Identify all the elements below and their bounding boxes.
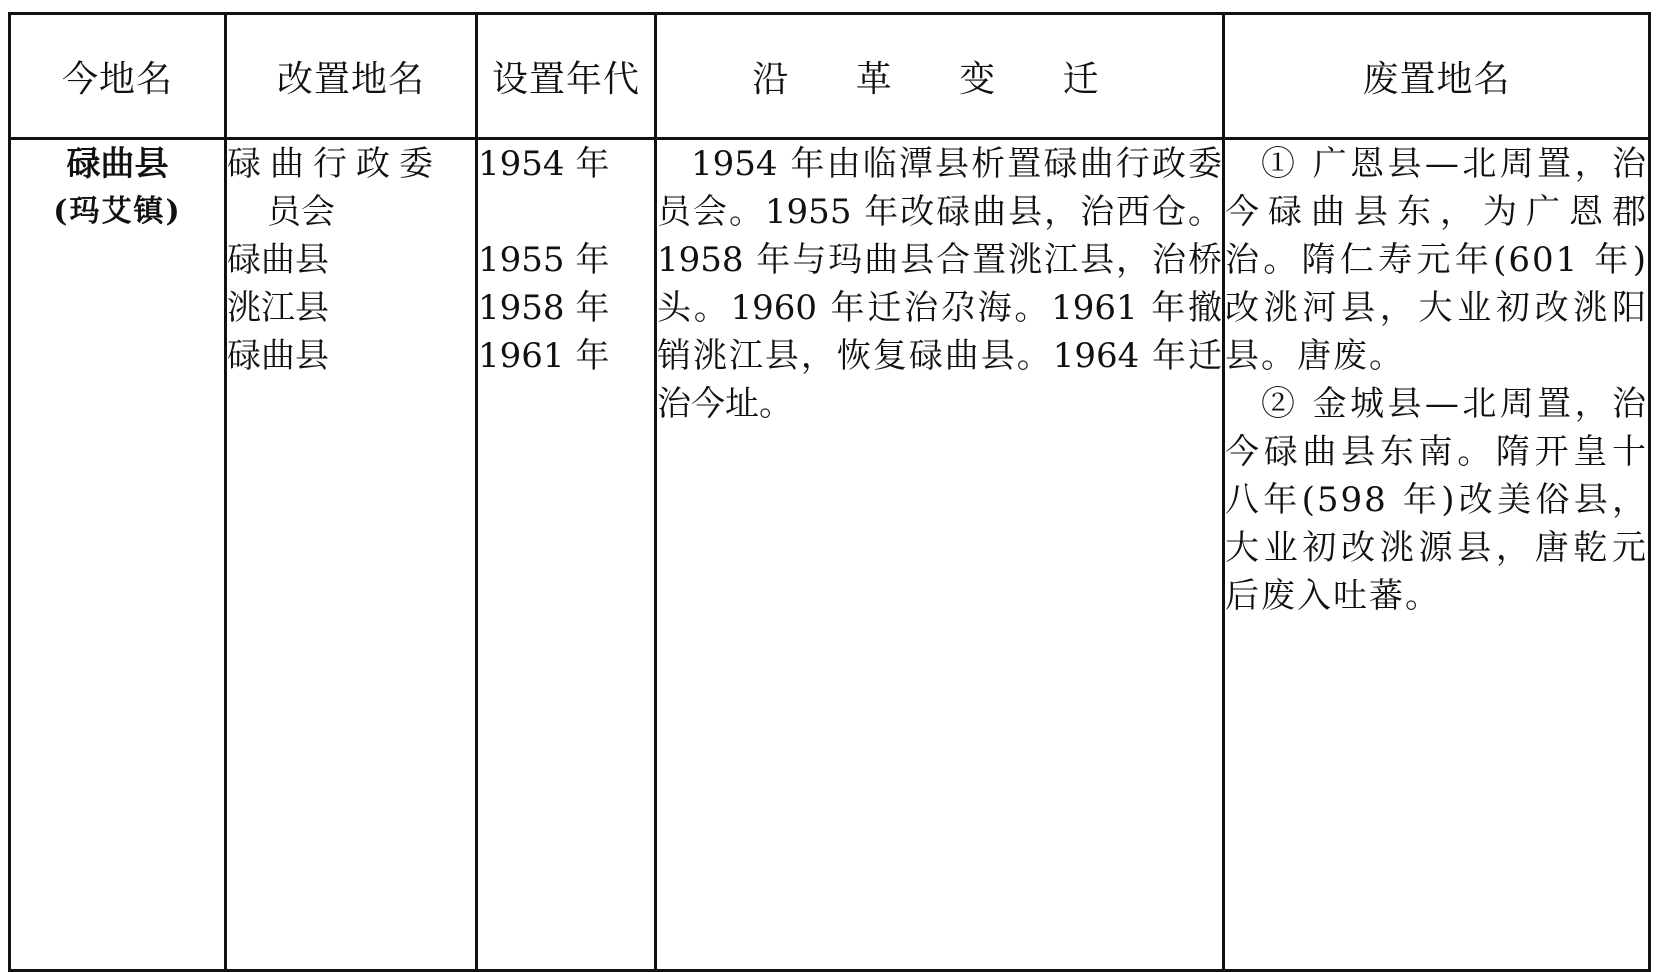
cell-years xyxy=(477,139,656,971)
header-abolished-name: 废置地名 xyxy=(1224,14,1650,139)
renamed-name: 碌曲县 xyxy=(227,240,329,280)
header-renamed-name: 改置地名 xyxy=(226,14,477,139)
current-seat: (玛艾镇) xyxy=(53,194,182,229)
cell-renamed-names xyxy=(226,139,477,971)
gazetteer-table xyxy=(8,12,1651,972)
history-text: 1954 年由临潭县析置碌曲行政委员会。1955 年改碌曲县，治西仓。1958 年与玛曲县合置洮江县，治桥头。1960 年迁治尕海。1961 年撤销洮江县，恢复碌曲县。1964 年迁治今址。 xyxy=(657,144,1222,424)
cell-history xyxy=(656,139,1224,971)
year-spacer xyxy=(478,188,654,236)
header-current-name: 今地名 xyxy=(10,14,226,139)
table-header-row xyxy=(10,14,1650,139)
year-item: 1958 年 xyxy=(478,288,610,328)
renamed-name: 洮江县 xyxy=(227,288,329,328)
header-history: 沿 革 变 迁 xyxy=(656,14,1224,139)
cell-abolished-names xyxy=(1224,139,1650,971)
cell-current-name xyxy=(10,139,226,971)
year-item: 1961 年 xyxy=(478,336,610,376)
current-name: 碌曲县 xyxy=(66,144,169,184)
header-established-year: 设置年代 xyxy=(477,14,656,139)
renamed-name: 碌曲县 xyxy=(227,336,329,376)
table-row xyxy=(10,139,1650,971)
abolished-entry-2: ② 金城县—北周置，治今碌曲县东南。隋开皇十八年(598 年)改美俗县，大业初改洮源县，唐乾元后废入吐蕃。 xyxy=(1225,384,1648,616)
abolished-entry-1: ① 广恩县—北周置，治今碌曲县东，为广恩郡治。隋仁寿元年(601 年)改洮河县，大业初改洮阳县。唐废。 xyxy=(1225,144,1648,376)
renamed-name: 碌曲行政委 xyxy=(227,144,442,184)
year-item: 1954 年 xyxy=(478,144,610,184)
renamed-name: 员会 xyxy=(267,192,335,232)
year-item: 1955 年 xyxy=(478,240,610,280)
